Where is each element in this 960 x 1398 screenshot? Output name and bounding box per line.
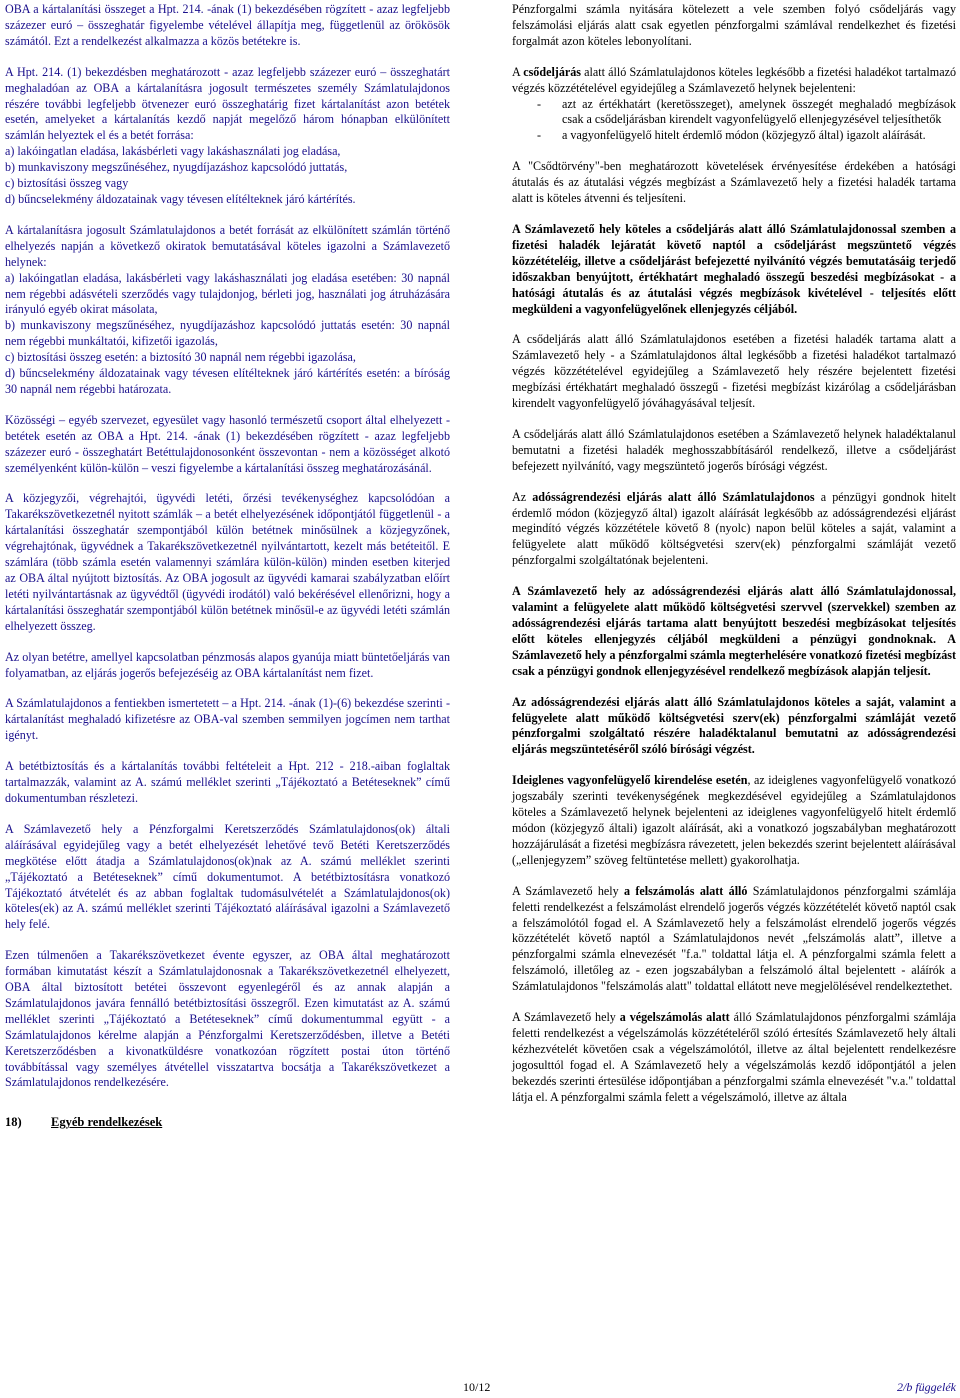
bankruptcy-notice-list: [512, 97, 956, 145]
appendix-label: 2/b függelék: [897, 1380, 956, 1394]
paragraph-liquidation: A Számlavezető hely a felszámolás alatt álló Számlatulajdonos pénzforgalmi számlája feletti rendelkezést a felszámolást elrendelő jogerős végzés közzétételét követő naptól csak a felszámolótól fogad el. A Számlavezető hely a felszámolást elrendelő jogerős végzés közzétételét követő naptól a Számlatulajdonos nevét „felszámolás alatt”, illetve a pénzforgalmi számla elnevezését "f.a." toldattal látja el. A pénzforgalmi számla felett a felszámoló, illetőleg az - ezen jogszabályban a felszámoló által bejelentett - aláírók a Számlatulajdonos "felszámolás alatt" toldattal ellátott neve megjelölésével rendelkeztethet.: [512, 883, 956, 994]
paragraph-conditions: A betétbiztosítás és a kártalanítás további feltételeit a Hpt. 212 - 218.-aiban foglaltak tartalmazzák, valamint az A. számú melléklet szerinti „Tájékoztató a Betéteseknek” című dokumentumban részletezi.: [5, 759, 450, 805]
paragraph-additional-coverage: [5, 65, 450, 145]
list-item: - a vagyonfelügyelő hitelt érdemlő módon (közjegyző által) igazolt aláírását.: [537, 128, 926, 143]
paragraph-proof: A kártalanításra jogosult Számlatulajdonos a betét forrását az elkülönített számlán történő elhelyezés napján a következő okiratok bemutatásával köteles igazolni a Számlavezető helynek:: [5, 222, 450, 269]
bold-term: a végelszámolás alatt: [619, 1010, 730, 1025]
bold-term: adósságrendezési eljárás alatt álló Számlatulajdonos: [532, 489, 815, 504]
paragraph-no-claim: A Számlatulajdonos a fentiekben ismertetett – a Hpt. 214. -ának (1)-(6) bekezdése szerinti - kártalanítást meghaladó kifizetésre az OBA-val szemben semmilyen jogcímen nem tarthat igényt.: [5, 696, 450, 743]
list-item: d) bűncselekmény áldozatainak vagy tévesen elítélteknek járó kártérítés esetén: a bíróság 30 napnál nem régebbi határozata.: [5, 366, 450, 396]
proof-documents-list: [5, 271, 450, 398]
left-column: [5, 2, 450, 1131]
list-item: c) biztosítási összeg esetén: a biztosító 30 napnál nem régebbi igazolása,: [5, 350, 356, 365]
bold-term: Ideiglenes vagyonfelügyelő kirendelése esetén: [512, 773, 748, 788]
page-number: 10/12: [463, 1380, 491, 1394]
list-item: a) lakóingatlan eladása, lakásbérleti vagy lakáshasználati jog eladása,: [5, 144, 341, 159]
paragraph-debt-settlement: Az adósságrendezési eljárás alatt álló Számlatulajdonos a pénzügyi gondnok hitelt érdemlő módon (közjegyző által) igazolt aláírását legkésőbb az adósságrendezési eljárást megindító végzés közzététele követő 8 (nyolc) napon belül köteles a saját, valamint a felügyelete alatt működő költségvetési szerv(ek) pénzforgalmi számláját vezető pénzforgalmi szolgáltatónak bejelenteni.: [512, 489, 957, 568]
paragraph-value-limit: A csődeljárás alatt álló Számlatulajdonos esetében a fizetési haladék tartama alatt a Számlavezető hely - a Számlatulajdonos által legkésőbb a fizetési haladékot tartalmazó végzés közzétételével egyidejűleg a Számlavezető hely részére bejelentett fizetési megbízási értékhatárt meghaladó összegű - fizetési megbízást kizárólag a csődeljárásban kirendelt vagyonfelügyelő jóváhagyásával teljesít.: [512, 332, 956, 411]
list-item: c) biztosítási összeg vagy: [5, 176, 129, 191]
paragraph-official-transfer: A "Csődtörvény"-ben meghatározott követelések érvényesítése érdekében a hatósági átutalás és az átutalási végzés megbízást a Számlavezető hely a fizetési haladék tartama alatt is köteles átvenni és teljesíteni.: [512, 159, 956, 206]
section-heading: [5, 1115, 450, 1131]
dash-bullet: -: [537, 96, 542, 111]
dash-bullet: -: [537, 128, 542, 143]
section-number: 18): [5, 1115, 22, 1130]
paragraph-single-account: Pénzforgalmi számla nyitására kötelezett a vele szemben folyó csődeljárás vagy felszámolási eljárás alatt csak egyetlen pénzforgalmi számlával rendelkezhet és fizetési forgalmát azon köteles lebonyolítani.: [512, 2, 956, 48]
paragraph-notary-accounts: A közjegyzői, végrehajtói, ügyvédi letéti, őrzési tevékenységhez kapcsolódóan a Takarékszövetkezetnél nyitott számlák – a betét elhelyezésének időpontjától függetlenül - a kártalanítási összeghatár szempontjából külön betétnek minősülnek a közjegyzőnek, végrehajtónak, ügyvédnek a Takarékszövetkezetnél nyilvántartott, kezelt más betéteitől. E számlára (több számla esetén valamennyi számlára külön-külön) minden esetben kiterjed az OBA által nyújtott biztosítás. Az OBA jogosult az ügyvédi kamarai szabályzatban előírt letéti nyilvántartásnak az ügyvédtől (ügyvédi irodától) való bekérésével ellenőrizni, hogy a kártalanítási összeghatár szempontjából külön betétnek minősül-e az ügyvédi letéti számlán elhelyezett összeg.: [5, 491, 450, 633]
paragraph-debt-settlement-end: Az adósságrendezési eljárás alatt álló Számlatulajdonos köteles a saját, valamint a felügyelete alatt működő költségvetési szerv(ek) pénzforgalmi számláját vezető pénzforgalmi szolgáltató részére haladéktalanul bemutatni az adósságrendezési eljárás megszüntetéséről szóló bírósági végzést.: [512, 694, 956, 757]
paragraph-voluntary-liquidation: A Számlavezető hely a végelszámolás alatt álló Számlatulajdonos pénzforgalmi számlája feletti rendelkezést a végelszámolás közzétételéről szóló értesítés Számlavezető hely általi kézhezvételét követően csak a végelszámolótól, illetve az által bejelentett rendelkezésre jogosulttól fogad el. A Számlavezető hely a végelszámolás kezdő időpontjától a jelen bekezdés szerinti értesülése időpontjában a pénzforgalmi számla elnevezését "v.a." toldattal látja el. A pénzforgalmi számla felett a végelszámoló, illetve az általa: [512, 1010, 956, 1104]
list-item: b) munkaviszony megszűnéséhez, nyugdíjazáshoz kapcsolódó juttatás,: [5, 160, 348, 175]
paragraph-community: Közösségi – egyéb szervezet, egyesület vagy hasonló természetű csoport által elhelyezett - betétek esetén az OBA a Hpt. 214. -ának (1) bekezdésében rögzített - azaz legfeljebb százezer euró - összeghatárt Betéttulajdonosonként összevontan - nem a közösséget alkotó személyenként külön-külön – veszi figyelembe a kártalanítási összeg meghatározásánál.: [5, 412, 450, 475]
paragraph-annual-statement: Ezen túlmenően a Takarékszövetkezet évente egyszer, az OBA által meghatározott formában kimutatást készít a Számlatulajdonosnak a Takarékszövetkezetnél elhelyezett, OBA által biztosított betétei összevont egyenlegéről és az annak alapján a Számlatulajdonos javára fennálló betétbiztosítási összegről. Ezen kimutatást az A. számú melléklet szerinti „Tájékoztató a Betéteseknek” című dokumentummal együtt - a Számlatulajdonos kérelme alapján a Pénzforgalmi Keretszerződésben, illetve a Betéti Keretszerződésben a kivonatküldésre vonatkozóan rögzített postai úton történő továbbítással vagy személyes átvétellel visszatartva bocsátja a Takarékszövetkezet a Számlatulajdonos rendelkezésére.: [5, 948, 450, 1090]
paragraph-text: A Hpt. 214. (1) bekezdésben meghatározott - azaz legfeljebb százezer euró – összeghatárt meghaladóan az OBA a kártalanításra jogosult természetes személy Számlatulajdonos részére további legfeljebb ötvenezer euró összeghatárig fizet kártalanítást azon betétek esetén, amelyeket a kártalanítás kezdő napját megelőző három hónapban elkülönített számlán helyeztek el és a betét forrása:: [5, 64, 450, 143]
paragraph-court-order: A csődeljárás alatt álló Számlatulajdonos esetében a Számlavezető helynek haladéktalanul bemutatni a fizetési haladék meghosszabbításáról rendelkező, illetve a csődeljárást befejezett nyilvánító, vagy megszüntető jogerős bírósági végzést.: [512, 426, 956, 473]
paragraph-temporary-trustee: Ideiglenes vagyonfelügyelő kirendelése esetén, az ideiglenes vagyonfelügyelő vonatkozó jogszabály szerinti tevékenységének megkezdésével egyidejűleg a Számlatulajdonos köteles a Számlavezető helynek bejelenteni az ideiglenes vagyonfelügyelő hitelt érdemlő módon (közjegyző általi) igazolt aláírását, aki a vonatkozó jogszabályban meghatározott hozzájárulását a fizetési megbízásra rávezetett, jelen bekezdés szerint bejelentett aláírásával („ellenjegyzem” szöveg feltüntetése mellett) gyakorolhatja.: [512, 773, 956, 867]
deposit-source-list: [5, 144, 450, 208]
paragraph-money-laundering: Az olyan betétre, amellyel kapcsolatban pénzmosás alapos gyanúja miatt büntetőeljárás van folyamatban, az eljárás jogerős befejezéséig az OBA kártalanítást nem fizet.: [5, 649, 450, 680]
right-column: [512, 2, 956, 1105]
list-item: a) lakóingatlan eladása, lakásbérleti vagy lakáshasználati jog eladása esetében: 30 napnál nem régebbi adásvételi szerződés vagy tulajdonjog, bérleti jog, használati jog átruházására irányuló egyéb okirat másolata,: [5, 270, 450, 317]
paragraph-inheritance: OBA a kártalanítási összeget a Hpt. 214. -ának (1) bekezdésében rögzített - azaz legfeljebb százezer euró – összeghatár figyelembe vételével állapítja meg, függetlenül az örökösök számától. Ezt a rendelkezést alkalmazza a közös betétekre is.: [5, 2, 450, 48]
list-item: - azt az értékhatárt (keretösszeget), amelynek összegét meghaladó megbízások csak a csődeljárásban kirendelt vagyonfelügyelő ellenjegyzésével teljesíthetők: [537, 96, 956, 127]
bold-term: a felszámolás alatt álló: [624, 883, 748, 898]
paragraph-financial-guardian: A Számlavezető hely az adósságrendezési eljárás alatt álló Számlatulajdonossal, valamint a felügyelete alatt működő költségvetési szervvel (szervekkel) szemben az adósságrendezési eljárás tartama alatt benyújtott beszedési megbízásokat teljesítés előtt köteles ellenjegyzés céljából megküldeni a pénzügyi gondnoknak. A Számlavezető hely a pénzforgalmi számla megterhelésére vonatkozó fizetési megbízást csak a pénzügyi gondnok ellenjegyzésével rendelkező megbízások alapján teljesít.: [512, 584, 956, 678]
list-item: b) munkaviszony megszűnéséhez, nyugdíjazáshoz kapcsolódó juttatás esetén: 30 napnál nem régebbi munkáltatói, kifizetői igazolás,: [5, 318, 450, 349]
section-title: Egyéb rendelkezések: [51, 1115, 163, 1130]
paragraph-bankruptcy-notice: A csődeljárás alatt álló Számlatulajdonos köteles legkésőbb a fizetési haladékot tartalmazó végzés közzétételével egyidejűleg a Számlavezető helynek bejelenteni:: [512, 64, 956, 95]
paragraph-information-sheet: A Számlavezető hely a Pénzforgalmi Keretszerződés Számlatulajdonos(ok) általi aláírásával egyidejűleg vagy a betét elhelyezését lehetővé tevő Betéti Keretszerződés megkötése előtt átadja a Számlatulajdonos(ok)nak az A. számú melléklet szerinti „Tájékoztató a Betéteseknek” című dokumentumot. A betétbiztosításra vonatkozó Tájékoztató átvételét és az abban foglaltak tudomásulvételét a Számlatulajdonos(ok) köteles(ek) az A. számú melléklet szerinti Tájékoztató aláírásával igazolni a Számlavezető hely felé.: [5, 821, 450, 932]
paragraph-collection-orders: A Számlavezető hely köteles a csődeljárás alatt álló Számlatulajdonossal szemben a fizetési haladék lejáratát követő naptól a csődeljárást megszüntető végzés közzétételéig, illetve a csődeljárást befejezetté nyilvánító végzés bemutatásáig terjedő időszakban benyújtott, értékhatárt meghaladó összegű beszedési megbízásokat - a hatósági átutalás és az átutalási végzés megbízások kivételével - teljesítés előtt megküldeni a vagyonfelügyelőnek ellenjegyzés céljából.: [512, 221, 956, 316]
list-item: d) bűncselekmény áldozatainak vagy tévesen elítélteknek járó kártérítés.: [5, 191, 356, 206]
bold-term: csődeljárás: [523, 64, 582, 79]
